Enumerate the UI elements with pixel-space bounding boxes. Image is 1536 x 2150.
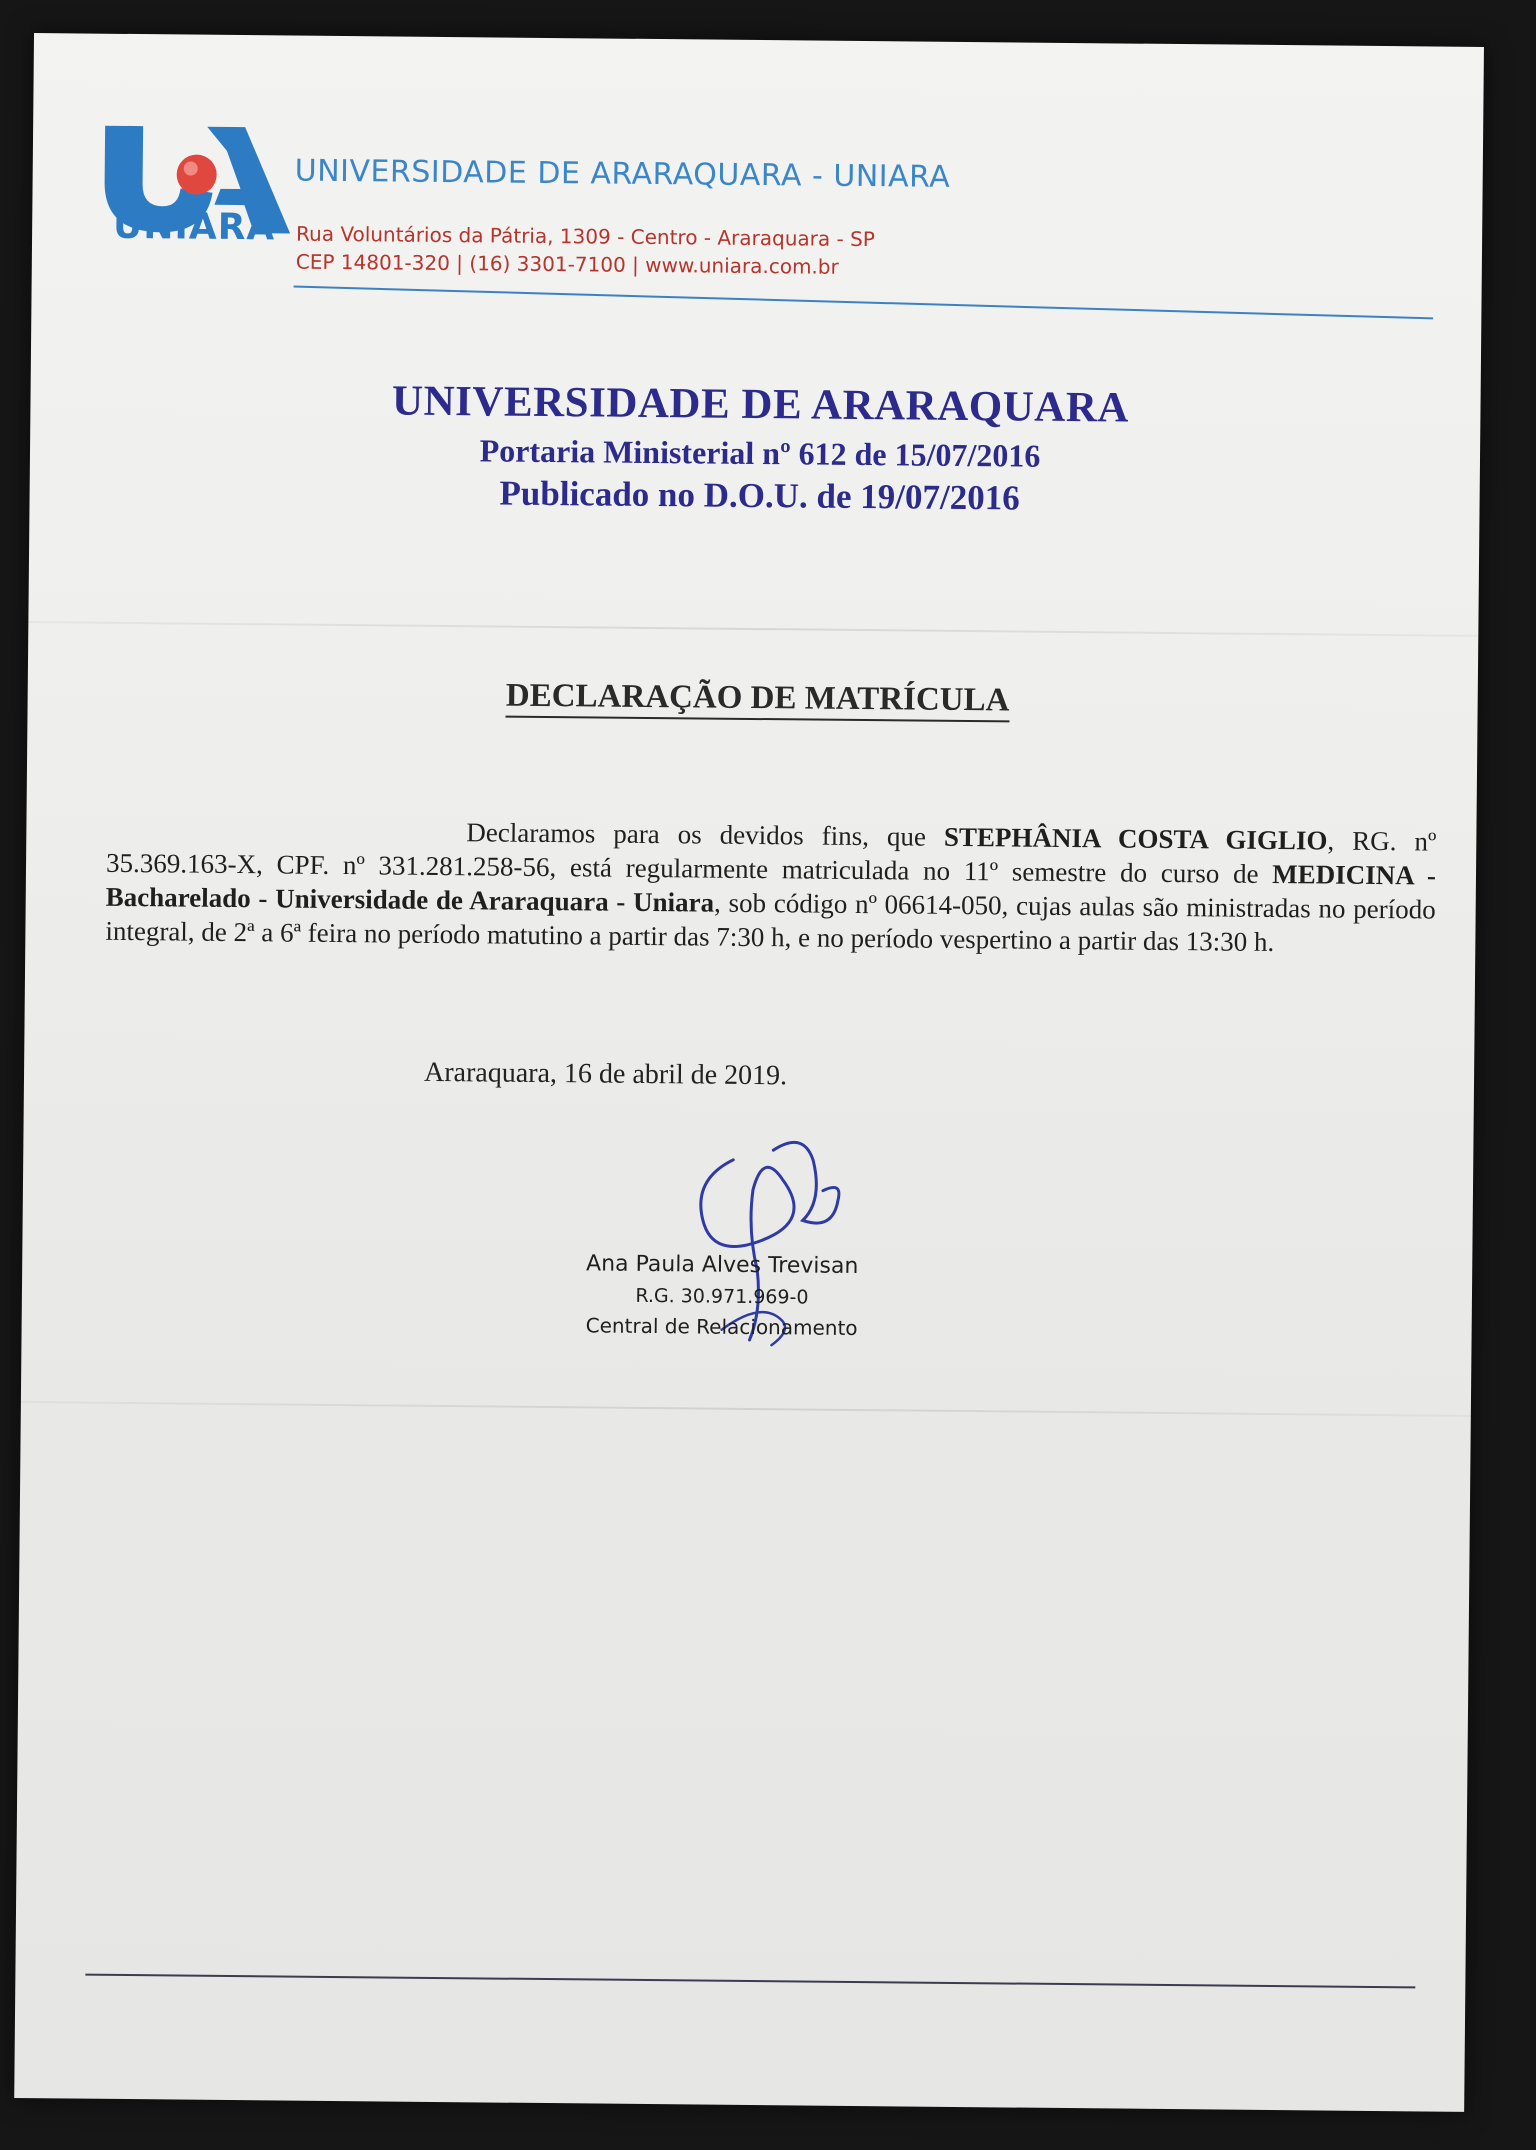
address-line: Rua Voluntários da Pátria, 1309 - Centro - Araraquara - SP [296, 221, 875, 252]
document-title [328, 676, 1188, 721]
student-name: STEPHÂNIA COSTA GIGLIO [943, 821, 1328, 856]
declaration-body [105, 812, 1436, 961]
fold-line [28, 621, 1478, 637]
signatory-name: Ana Paula Alves Trevisan [585, 1251, 859, 1280]
course-name: MEDICINA - Bacharelado - Universidade de Araraquara - Uniara [105, 858, 1437, 918]
stamp-ordinance: Portaria Ministerial nº 612 de 15/07/2016 [479, 432, 1041, 474]
header-divider [294, 286, 1434, 320]
body-intro: Declaramos para os devidos fins, que [466, 817, 945, 852]
document-title-text: DECLARAÇÃO DE MATRÍCULA [506, 678, 1010, 723]
document-sheet [14, 33, 1484, 2112]
logo-wordmark: UNIARA [112, 205, 276, 249]
fold-line [21, 1401, 1471, 1417]
body-schedule: , sob código nº 06614-050, cujas aulas são ministradas no período integral, de 2ª a 6ª feira no período matutino a partir das 7:30 h, e no período vespertino a partir das 13:30 h. [105, 887, 1436, 957]
contact-line: CEP 14801-320 | (16) 3301-7100 | www.uniara.com.br [295, 249, 839, 279]
stamp-publication: Publicado no D.O.U. de 19/07/2016 [499, 473, 1020, 518]
signatory-rg: R.G. 30.971.969-0 [635, 1284, 809, 1309]
signature-block [542, 1248, 903, 1343]
paragraph-indent [106, 838, 466, 841]
institution-stamp [329, 374, 1190, 522]
signatory-department: Central de Relacionamento [585, 1313, 858, 1341]
footer-divider [85, 1974, 1415, 1989]
body-ids: , RG. nº 35.369.163-X, CPF. nº 331.281.258-56, está regularmente matriculada no 11º semestre do curso de [105, 825, 1437, 889]
university-name: UNIVERSIDADE DE ARARAQUARA - UNIARA [294, 153, 951, 195]
stamp-title: UNIVERSIDADE DE ARARAQUARA [391, 377, 1130, 432]
place-and-date: Araraquara, 16 de abril de 2019. [423, 1056, 788, 1092]
